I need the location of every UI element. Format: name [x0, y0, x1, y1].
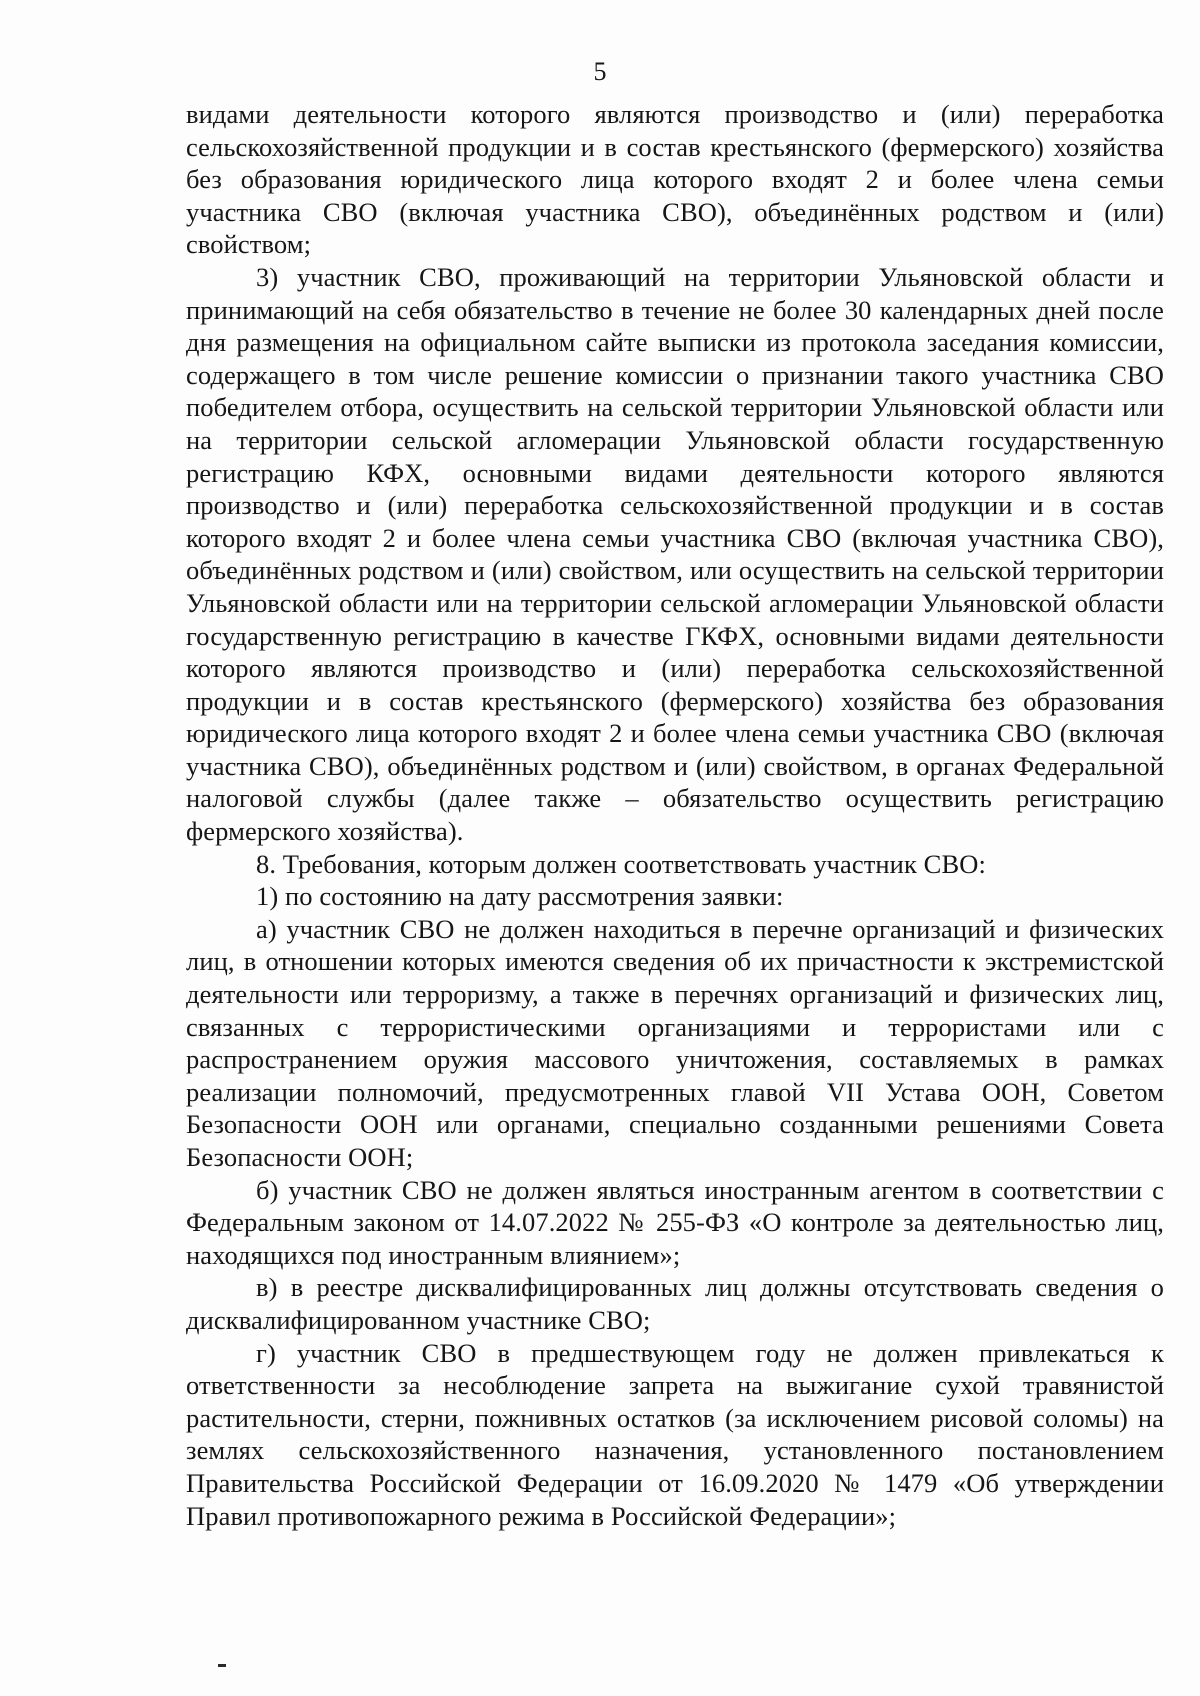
paragraph-subitem-v: в) в реестре дисквалифицированных лиц должны отсутствовать сведения о дисквалифицированном участнике СВО; — [186, 1272, 1164, 1335]
paragraph-subitem-1: 1) по состоянию на дату рассмотрения заявки: — [256, 881, 784, 912]
paragraph-subitem-g: г) участник СВО в предшествующем году не должен привлекаться к ответственности за несоблюдение запрета на выжигание сухой травянистой растительности, стерни, пожнивных остатков (за исключением рисовой соломы) на землях сельскохозяйственного назначения, установленного постановлением Правительства Российской Федерации от 16.09.2020 № 1479 «Об утверждении Правил противопожарного режима в Российской Федерации»; — [186, 1337, 1164, 1531]
paragraph-subitem-b: б) участник СВО не должен являться иностранным агентом в соответствии с Федеральным законом от 14.07.2022 № 255-ФЗ «О контроле за деятельностью лиц, находящихся под иностранным влиянием»; — [186, 1174, 1164, 1270]
document-body — [186, 98, 1164, 1532]
paragraph-subitem-a: а) участник СВО не должен находиться в перечне организаций и физических лиц, в отношении которых имеются сведения об их причастности к экстремистской деятельности или терроризму, а также в перечнях организаций и физических лиц, связанных с террористическими организациями и террористами или с распространением оружия массового уничтожения, составляемых в рамках реализации полномочий, предусмотренных главой VII Устава ООН, Советом Безопасности ООН или органами, специально созданными решениями Совета Безопасности ООН; — [186, 913, 1164, 1172]
paragraph-continuation: видами деятельности которого являются производство и (или) переработка сельскохозяйственной продукции и в состав крестьянского (фермерского) хозяйства без образования юридического лица которого входят 2 и более члена семьи участника СВО (включая участника СВО), объединённых родством и (или) свойством; — [186, 99, 1164, 260]
page-number: 5 — [593, 57, 607, 86]
paragraph-item-3: 3) участник СВО, проживающий на территории Ульяновской области и принимающий на себя обязательство в течение не более 30 календарных дней после дня размещения на официальном сайте выписки из протокола заседания комиссии, содержащего в том числе решение комиссии о признании такого участника СВО победителем отбора, осуществить на сельской территории Ульяновской области или на территории сельской агломерации Ульяновской области государственную регистрацию КФХ, основными видами деятельности которого являются производство и (или) переработка сельскохозяйственной продукции и в состав которого входят 2 и более члена семьи участника СВО (включая участника СВО), объединённых родством и (или) свойством, или осуществить на сельской территории Ульяновской области или на территории сельской агломерации Ульяновской области государственную регистрацию в качестве ГКФХ, основными видами деятельности которого являются производство и (или) переработка сельскохозяйственной продукции и в состав крестьянского (фермерского) хозяйства без образования юридического лица которого входят 2 и более члена семьи участника СВО (включая участника СВО), объединённых родством и (или) свойством, в органах Федеральной налоговой службы (далее также – обязательство осуществить регистрацию фермерского хозяйства). — [186, 261, 1164, 847]
scan-mark — [218, 1664, 226, 1667]
paragraph-section-8: 8. Требования, которым должен соответствовать участник СВО: — [256, 848, 986, 879]
